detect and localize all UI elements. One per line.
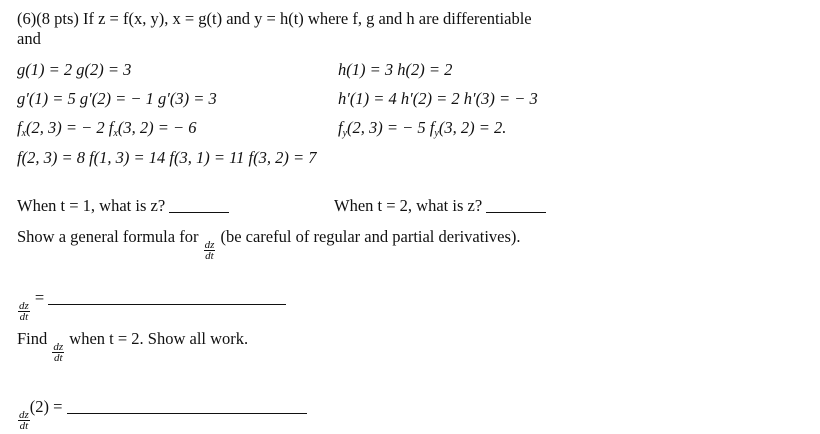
fraction-den: dt bbox=[19, 311, 29, 323]
formula-answer-line bbox=[17, 288, 286, 322]
dz-dt-fraction bbox=[18, 301, 30, 322]
given-h-prime-values: h′(1) = 4 h′(2) = 2 h′(3) = − 3 bbox=[338, 89, 538, 108]
given-g-values: g(1) = 2 g(2) = 3 bbox=[17, 60, 132, 79]
answer-blank-z1[interactable] bbox=[169, 211, 229, 213]
question-z-at-2 bbox=[334, 196, 546, 216]
value-answer-line bbox=[17, 397, 307, 431]
dz-dt-fraction bbox=[18, 410, 30, 431]
question-z-at-2-text: When t = 2, what is z? bbox=[334, 196, 483, 215]
question-z-at-1 bbox=[17, 196, 229, 216]
problem-intro-cont: and bbox=[17, 29, 41, 48]
fraction-num: dz bbox=[204, 239, 215, 251]
fraction-den: dt bbox=[205, 250, 214, 262]
fraction-num: dz bbox=[53, 341, 64, 353]
formula-prompt-post: (be careful of regular and partial derivatives). bbox=[220, 227, 521, 246]
formula-prompt bbox=[17, 227, 521, 261]
dz-dt-fraction bbox=[204, 240, 216, 261]
find-prompt-pre: Find bbox=[17, 329, 48, 348]
fy-values-a: (2, 3) = − 5 f bbox=[347, 118, 435, 137]
given-h-values: h(1) = 3 h(2) = 2 bbox=[338, 60, 453, 79]
fraction-num: dz bbox=[19, 300, 29, 312]
equals-sign: = bbox=[34, 288, 45, 307]
answer-blank-formula[interactable] bbox=[48, 303, 286, 305]
answer-blank-value[interactable] bbox=[67, 412, 307, 414]
fx-values-b: (3, 2) = − 6 bbox=[117, 118, 197, 137]
given-fy-values: $f_y(2$, 3) = − 5 $f_y(3$, 2) = 2. bbox=[338, 118, 507, 139]
problem-number: (6)(8 pts) bbox=[17, 9, 79, 28]
fraction-num: dz bbox=[19, 409, 29, 421]
problem-statement bbox=[17, 9, 532, 29]
dz-dt-fraction bbox=[52, 342, 64, 363]
question-z-at-1-text: When t = 1, what is z? bbox=[17, 196, 166, 215]
fraction-den: dt bbox=[19, 420, 29, 432]
given-fx-values: $f_x(2$, 3) = − 2 $f_x(3$, 2) = − 6 bbox=[17, 118, 197, 139]
find-prompt-post: when t = 2. Show all work. bbox=[69, 329, 249, 348]
fraction-den: dt bbox=[54, 352, 63, 364]
formula-prompt-pre: Show a general formula for bbox=[17, 227, 199, 246]
answer-blank-z2[interactable] bbox=[486, 211, 546, 213]
problem-intro: If z = f(x, y), x = g(t) and y = h(t) where f, g and h are differentiable bbox=[82, 9, 532, 28]
fx-values-a: (2, 3) = − 2 f bbox=[26, 118, 114, 137]
find-prompt bbox=[17, 329, 248, 363]
at-two-equals: (2) = bbox=[29, 397, 63, 416]
fy-values-b: (3, 2) = 2. bbox=[438, 118, 507, 137]
given-f-values: f(2, 3) = 8 f(1, 3) = 14 f(3, 1) = 11 f(3, 2) = 7 bbox=[17, 148, 317, 167]
given-g-prime-values: g′(1) = 5 g′(2) = − 1 g′(3) = 3 bbox=[17, 89, 217, 108]
